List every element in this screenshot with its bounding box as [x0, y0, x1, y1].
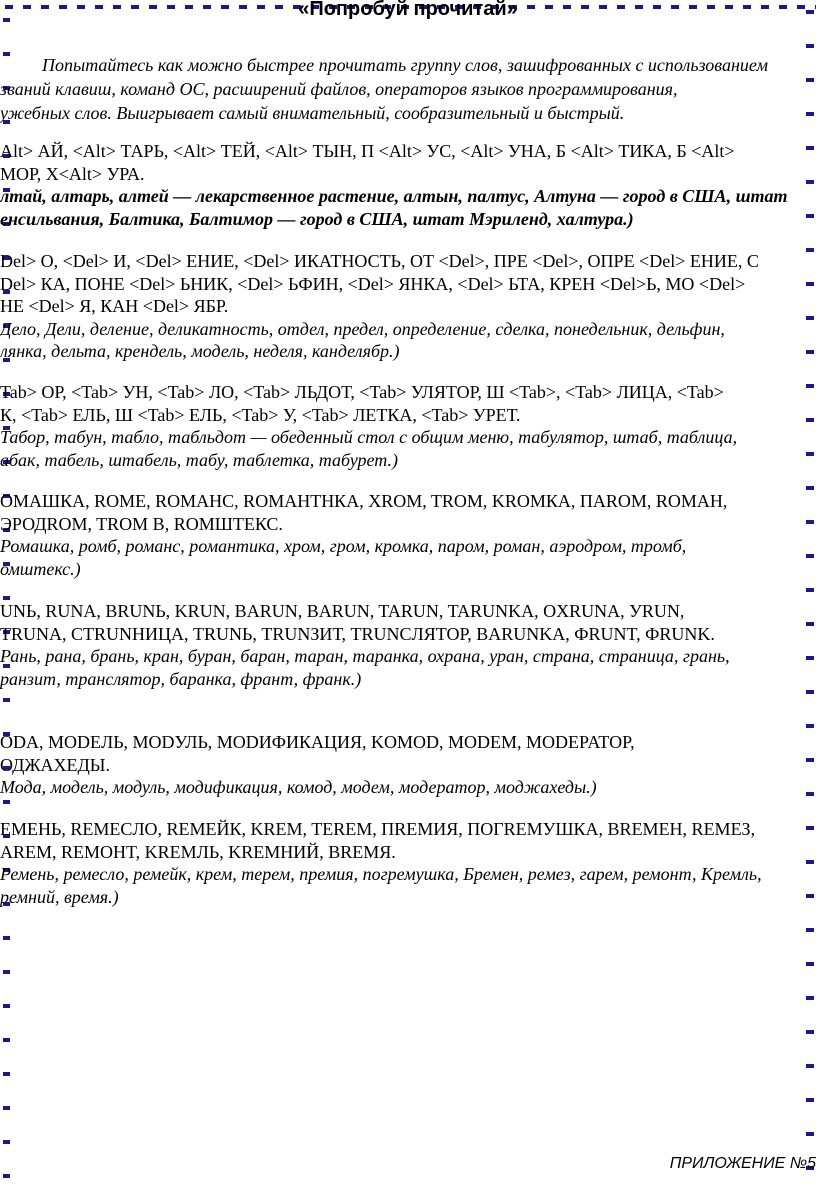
word-group-run [0, 600, 812, 690]
answer-line: Дело, Дели, деление, деликатность, отдел, предел, определение, сделка, понедельник, дельфин, [0, 318, 725, 339]
intro-line: званий клавиш, команд ОС, расширений файлов, операторов языков программирования, [0, 79, 678, 99]
answer-line: Ромашка, ромб, романс, романтика, хром, гром, кромка, паром, роман, аэродром, тромб, [0, 536, 687, 556]
word-group-alt [0, 140, 812, 230]
page-title: «Попробуй прочитай» [298, 0, 518, 20]
encoded-words-line: ОДЖАХЕДЫ. [0, 754, 110, 775]
encoded-words-line: Del> КА, ПОНЕ <Del> ЬНИК, <Del> ЬФИН, <Del> ЯНКА, <Del> ЬТА, КРЕН <Del>Ь, МО <Del> [0, 273, 746, 294]
encoded-words-line: ЕМЕНЬ, REMECЛО, REMEЙК, KREM, TEREM, ПREMИЯ, ПОГREMУШКА, BREMEН, REMEЗ, [0, 819, 756, 839]
answer-line: омштекс.) [0, 558, 81, 579]
word-group-rem [0, 818, 812, 908]
encoded-words-line: ОМАШКА, ROME, ROMAНС, ROMAНТНКА, XROM, TROM, KROMКА, ПAROM, ROMAH, [0, 491, 728, 511]
encoded-words-line: Tab> ОР, <Tab> УН, <Tab> ЛО, <Tab> ЛЬДОТ, <Tab> УЛЯТОР, Ш <Tab>, <Tab> ЛИЦА, <Tab> [0, 382, 724, 402]
encoded-words-line: НЕ <Del> Я, КАН <Del> ЯБР. [0, 296, 229, 316]
intro-line: ужебных слов. Выигрывает самый внимательный, сообразительный и быстрый. [0, 103, 625, 123]
answer-line: Табор, табун, табло, табльдот — обеденный стол с общим меню, табулятор, штаб, таблица, [0, 427, 738, 447]
encoded-words-line: Del> О, <Del> И, <Del> ЕНИЕ, <Del> ИКАТНОСТЬ, ОТ <Del>, ПРЕ <Del>, ОПРЕ <Del> ЕНИЕ, С [0, 251, 759, 271]
answer-line: ремний, время.) [0, 886, 119, 907]
appendix-label: ПРИЛОЖЕНИЕ №5 [669, 1155, 816, 1172]
encoded-words-line: К, <Tab> ЕЛЬ, Ш <Tab> ЕЛЬ, <Tab> У, <Tab> ЛЕТКА, <Tab> УРЕТ. [0, 404, 521, 425]
encoded-words-line: AREM, REMOHT, KREMЛЬ, KREMНИЙ, BREMЯ. [0, 841, 396, 862]
word-group-mod [0, 731, 812, 799]
intro-paragraph [0, 53, 816, 125]
word-group-tab [0, 381, 812, 471]
answer-line: Рань, рана, брань, кран, буран, баран, таран, таранка, охрана, уран, страна, страница, грань, [0, 646, 730, 666]
answer-line: Ремень, ремесло, ремейк, крем, терем, премия, погремушка, Бремен, ремез, гарем, ремонт, Кремль, [0, 864, 762, 884]
answer-line: лянка, дельта, крендель, модель, неделя, канделябр.) [0, 341, 400, 361]
answer-line: енсильвания, Балтика, Балтимор — город в США, штат Мэриленд, халтура.) [0, 208, 634, 229]
intro-line: Попытайтесь как можно быстрее прочитать группу слов, зашифрованных с использованием [42, 55, 768, 75]
answer-line: абак, табель, штабель, табу, таблетка, табурет.) [0, 449, 398, 470]
encoded-words-line: TRUNA, CTRUNНИЦА, TRUNЬ, TRUNЗИТ, TRUNCЛЯТОР, BARUNKA, ФRUNT, ФRUNK. [0, 623, 715, 644]
word-group-rom [0, 490, 812, 580]
word-group-del [0, 250, 812, 363]
answer-line: Мода, модель, модуль, модификация, комод, модем, модератор, моджахеды.) [0, 777, 597, 797]
encoded-words-line: Alt> АЙ, <Alt> ТАРЬ, <Alt> ТЕЙ, <Alt> ТЫН, П <Alt> УС, <Alt> УНА, Б <Alt> ТИКА, Б <Alt> [0, 141, 735, 161]
answer-line: ранзит, транслятор, баранка, франт, франк.) [0, 668, 362, 689]
encoded-words-line: UNЬ, RUNA, BRUNЬ, KRUN, BARUN, BARUN, TARUN, TARUNKA, OXRUNA, УRUN, [0, 601, 685, 621]
encoded-words-line: ODA, MODEЛЬ, MODУЛЬ, MODИФИКАЦИЯ, KOMOD, MODEM, MODEPATOP, [0, 732, 635, 752]
encoded-words-line: ЭРОДROM, TROM B, ROMШТЕКС. [0, 513, 283, 534]
answer-line: лтай, алтарь, алтей — лекарственное растение, алтын, палтус, Алтуна — город в США, штат [0, 186, 788, 206]
encoded-words-line: МОР, Х<Alt> УРА. [0, 163, 145, 184]
